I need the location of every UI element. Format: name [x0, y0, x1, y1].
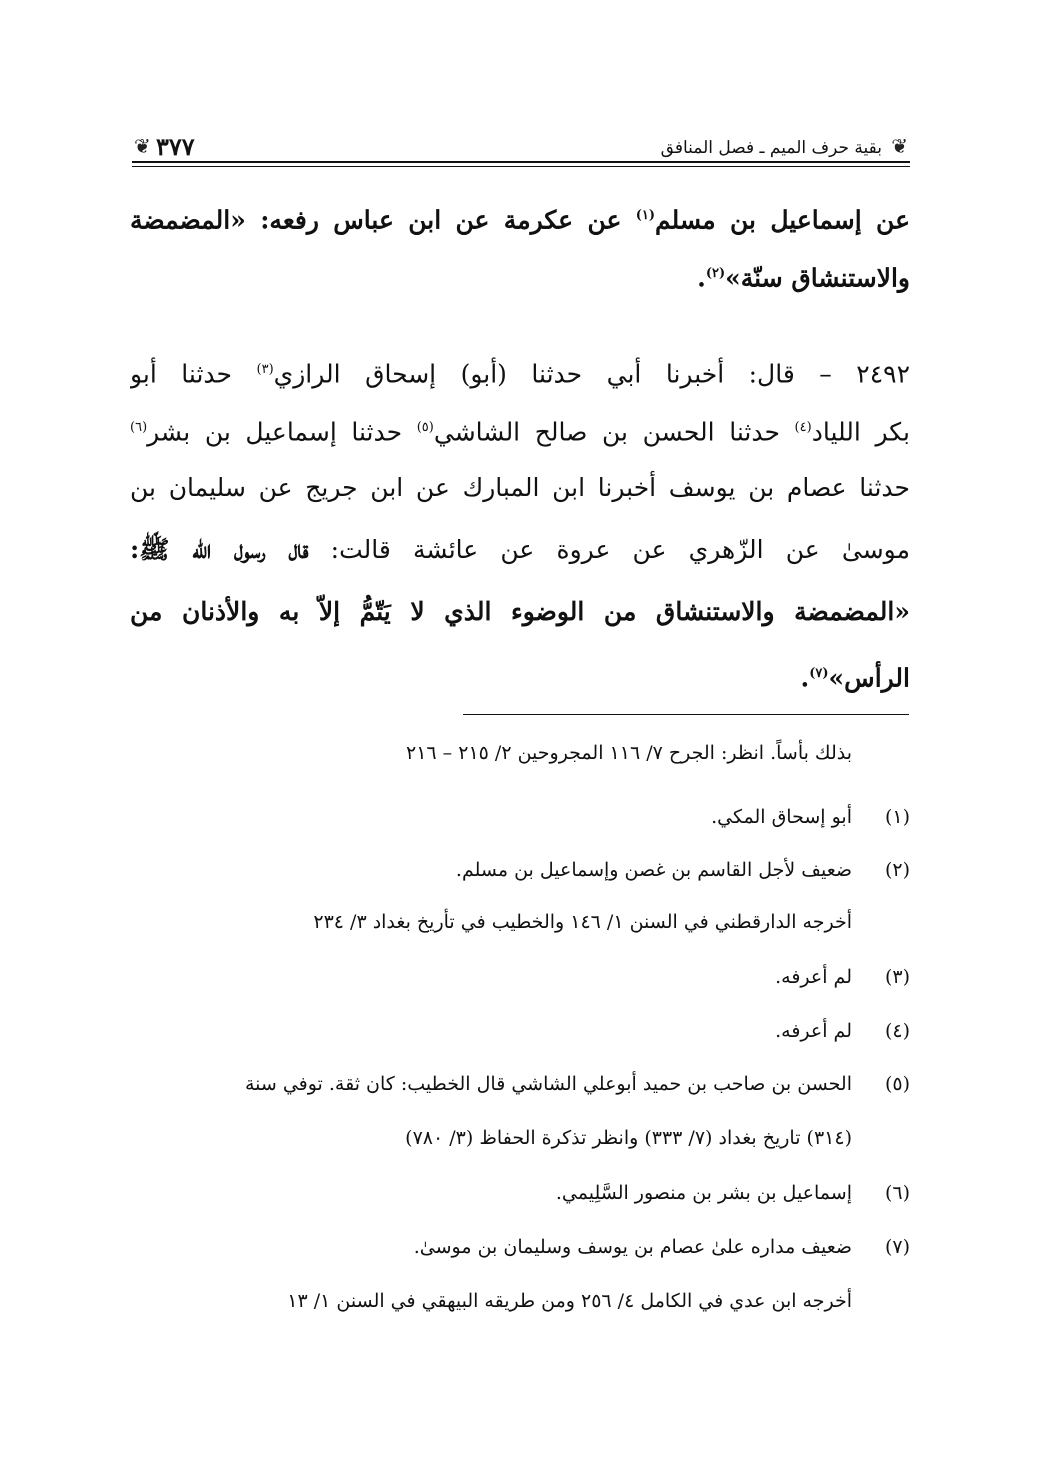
body-line: حدثنا عصام بن يوسف أخبرنا ابن المبارك عن ابن جريج عن سليمان بن: [130, 473, 910, 502]
footnote-ref: (٢): [705, 266, 726, 281]
footnote-text: أخرجه ابن عدي في الكامل ٤/ ٢٥٦ ومن طريقه البيهقي في السنن ١/ ١٣: [287, 1290, 852, 1312]
footnote-text: أبو إسحاق المكي.: [711, 806, 852, 828]
footnote-number: (٧): [884, 1236, 910, 1258]
footnote-number: (٢): [884, 859, 910, 881]
footnote-text: الحسن بن صاحب بن حميد أبوعلي الشاشي قال الخطيب: كان ثقة. توفي سنة: [244, 1073, 852, 1095]
footnote-text: ضعيف لأجل القاسم بن غصن وإسماعيل بن مسلم.: [455, 859, 852, 881]
footnote-text: لم أعرفه.: [775, 1020, 852, 1042]
ornament-icon: ❦: [891, 134, 908, 158]
footnote-number: (١): [884, 806, 910, 828]
footnote-ref: (٧): [809, 666, 829, 681]
footnote-number: (٤): [884, 1020, 910, 1042]
footnote-ref: (٦): [130, 420, 148, 435]
body-line: موسىٰ عن الزّهري عن عروة عن عائشة قالت: قال رسول الله ﷺ:: [130, 535, 910, 564]
footnote-ref: (١): [635, 208, 656, 223]
running-title: بقية حرف الميم ـ فصل المنافق: [660, 138, 882, 158]
body-line: والاستنشاق سنّة»$^{(٢)}$.: [697, 263, 910, 293]
footnote-number: (٦): [884, 1182, 910, 1204]
page-header: [132, 128, 910, 164]
footnote-text: ضعيف مداره علىٰ عصام بن يوسف وسليمان بن موسىٰ.: [413, 1236, 852, 1258]
footnote-text: إسماعيل بن بشر بن منصور السَّلِيمي.: [555, 1182, 852, 1204]
footnote-ref: (٣): [256, 362, 274, 377]
body-line: الرأس»$^{(٧)}$.: [800, 663, 910, 693]
footnote-ref: (٤): [794, 420, 812, 435]
page-number: ٣٧٧: [156, 132, 195, 161]
footnote-separator: [463, 714, 909, 715]
body-line: «المضمضة والاستنشاق من الوضوء الذي لا يَتّمُّ إلاّ به والأذنان من: [130, 597, 910, 626]
body-line: عن إسماعيل بن مسلم$^{(١)}$ عن عكرمة عن ابن عباس رفعه: «المضمضة: [130, 205, 910, 235]
footnote-ref: (٥): [416, 420, 434, 435]
footnote-number: (٥): [884, 1073, 910, 1095]
footnote-text: (٣١٤) تاريخ بغداد (٧/ ٣٣٣) وانظر تذكرة الحفاظ (٣/ ٧٨٠): [405, 1127, 852, 1149]
footnote-number: (٣): [884, 966, 910, 988]
header-rule: [132, 161, 910, 163]
footnote-text: لم أعرفه.: [775, 966, 852, 988]
header-rule-thin: [132, 166, 910, 167]
body-line: بكر اللياد$^{(٤)}$ حدثنا الحسن بن صالح الشاشي$^{(٥)}$ حدثنا إسماعيل بن بشر$^{(٦)}$: [130, 417, 910, 447]
footnote-carryover: بذلك بأساً. انظر: الجرح ٧/ ١١٦ المجروحين ٢/ ٢١٥ – ٢١٦: [406, 742, 852, 764]
ornament-icon: ❦: [134, 134, 151, 158]
body-line: ٢٤٩٢ – قال: أخبرنا أبي حدثنا (أبو) إسحاق الرازي$^{(٣)}$ حدثنا أبو: [130, 359, 910, 389]
footnote-text: أخرجه الدارقطني في السنن ١/ ١٤٦ والخطيب في تأريخ بغداد ٣/ ٢٣٤: [313, 911, 852, 933]
